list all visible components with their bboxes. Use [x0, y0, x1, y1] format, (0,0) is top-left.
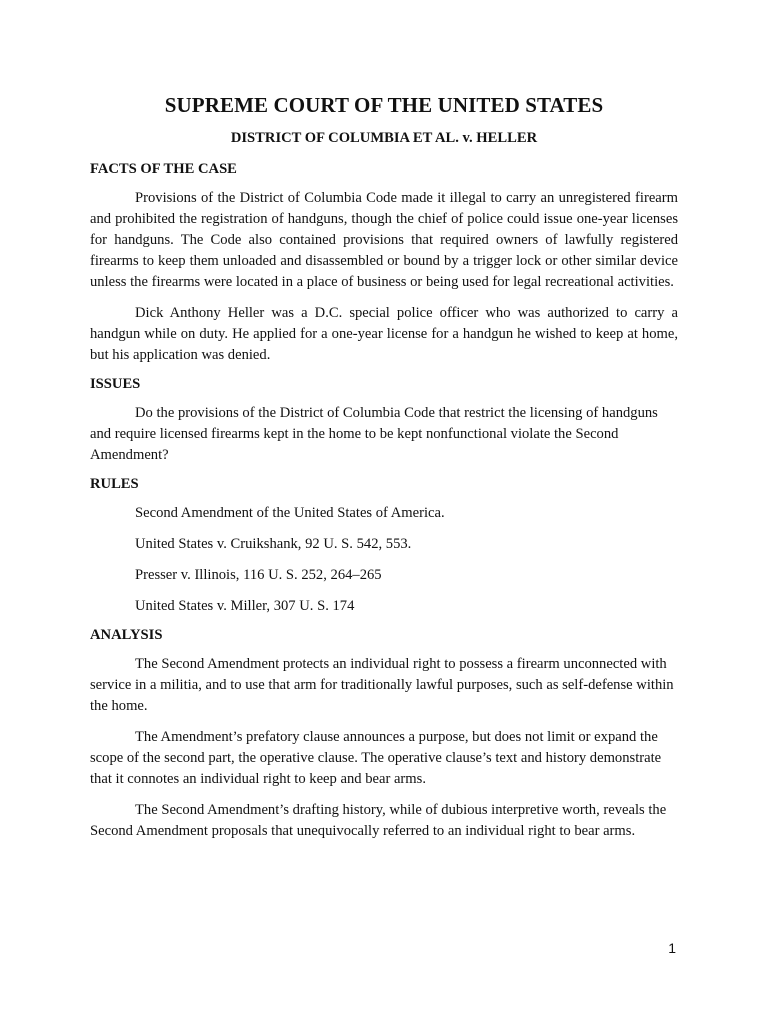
analysis-paragraph: The Second Amendment protects an individual right to possess a firearm unconnected with service in a militia, and to use that arm for traditionally lawful purposes, such as self-defense within the home.: [90, 656, 674, 714]
issues-paragraph: Do the provisions of the District of Columbia Code that restrict the licensing of handguns and require licensed firearms kept in the home to be kept nonfunctional violate the Second Amendment?: [90, 405, 658, 463]
facts-paragraph: Provisions of the District of Columbia Code made it illegal to carry an unregistered firearm and prohibited the registration of handguns, though the chief of police could issue one-year licenses for handguns. The Code also contained provisions that required owners of lawfully registered firearms to keep them unloaded and disassembled or bound by a trigger lock or other similar device unless the firearms were located in a place of business or being used for legal recreational activities.: [90, 190, 678, 290]
rule-item: Presser v. Illinois, 116 U. S. 252, 264–265: [135, 567, 382, 583]
facts-paragraph: Dick Anthony Heller was a D.C. special police officer who was authorized to carry a handgun while on duty. He applied for a one-year license for a handgun he wished to keep at home, but his application was denied.: [90, 305, 678, 363]
rule-item: United States v. Cruikshank, 92 U. S. 542, 553.: [135, 536, 412, 552]
rule-item: Second Amendment of the United States of America.: [135, 505, 445, 521]
analysis-heading: ANALYSIS: [90, 627, 163, 643]
facts-heading: FACTS OF THE CASE: [90, 161, 237, 177]
analysis-paragraph: The Second Amendment’s drafting history, while of dubious interpretive worth, reveals the Second Amendment proposals that unequivocally referred to an individual right to bear arms.: [90, 802, 667, 839]
rules-heading: RULES: [90, 476, 139, 492]
analysis-paragraph: The Amendment’s prefatory clause announces a purpose, but does not limit or expand the scope of the second part, the operative clause. The operative clause’s text and history demonstrate that it connotes an individual right to keep and bear arms.: [90, 729, 662, 787]
page-number: 1: [668, 940, 676, 956]
issues-heading: ISSUES: [90, 376, 141, 392]
document-title: SUPREME COURT OF THE UNITED STATES: [164, 93, 604, 117]
case-name: DISTRICT OF COLUMBIA ET AL. v. HELLER: [230, 130, 538, 146]
rule-item: United States v. Miller, 307 U. S. 174: [135, 598, 355, 614]
